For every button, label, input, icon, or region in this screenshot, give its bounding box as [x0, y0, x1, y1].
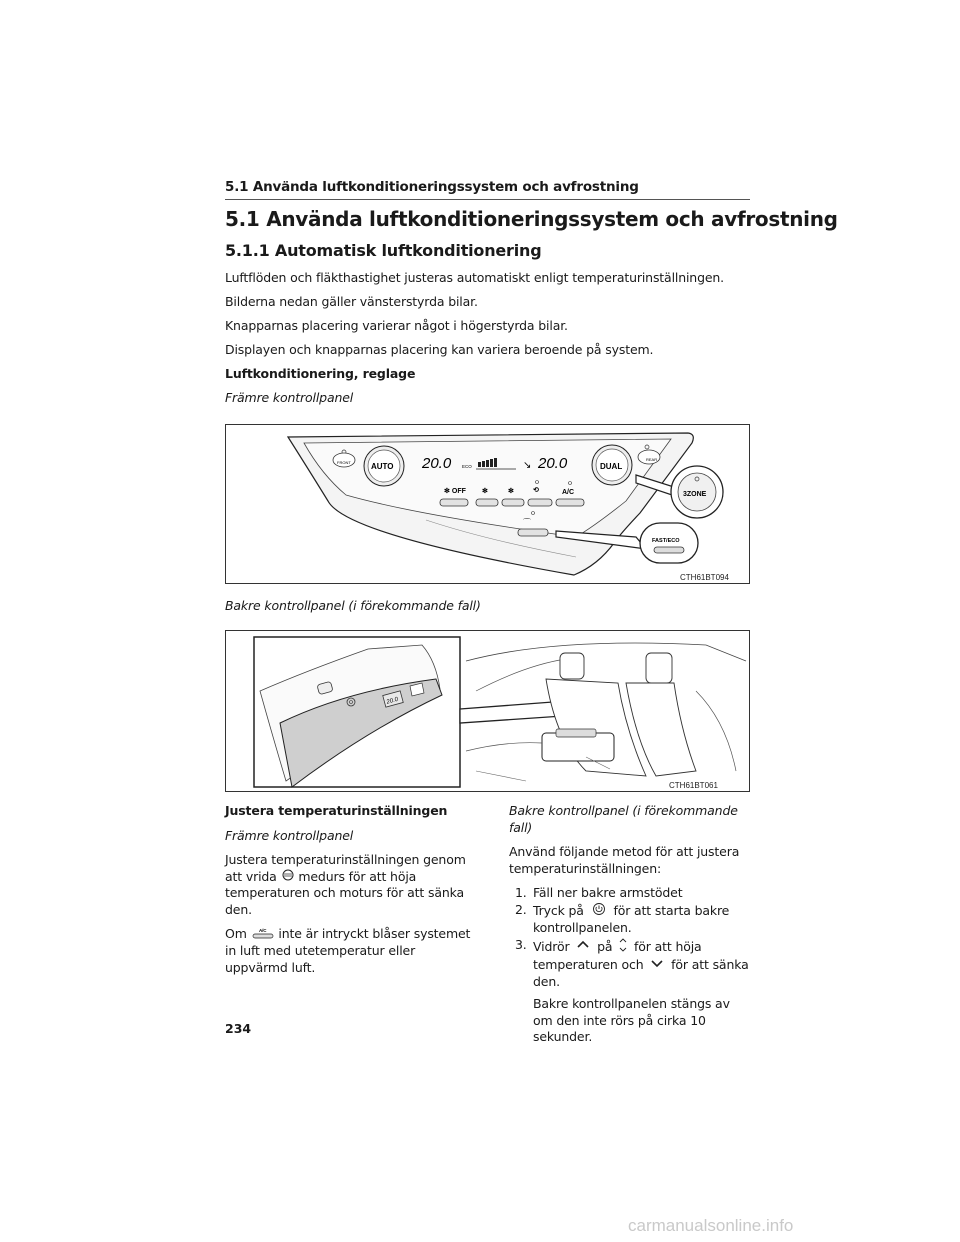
header-divider: [225, 199, 750, 200]
dual-label: DUAL: [600, 462, 623, 471]
subsection-title: 5.1.1 Automatisk luftkonditionering: [225, 241, 542, 260]
right-temp-display: 20.0: [538, 455, 568, 472]
right-column: [509, 803, 749, 1046]
list-item: 1. Fäll ner bakre armstödet: [515, 885, 683, 900]
chevron-down-icon: [647, 957, 667, 974]
intro-paragraph-2: Bilderna nedan gäller vänsterstyrda bilar.: [225, 294, 478, 309]
three-zone-button: 3ZONE: [683, 491, 707, 498]
rear-panel-illustration: [226, 631, 750, 792]
list-item: 2. Tryck på för att starta bakre kontrollpanelen.: [515, 901, 730, 935]
front-panel-illustration: [226, 425, 750, 584]
ac-label: A/C: [562, 489, 575, 496]
rear-label: REAR: [646, 457, 658, 462]
running-header: 5.1 Använda luftkonditioneringssystem och avfrostning: [225, 179, 639, 195]
fan-off-label: ✻ OFF: [444, 488, 466, 495]
fast-eco-button: FAST/ECO: [652, 538, 680, 544]
rear-figure-code: CTH61BT061: [669, 781, 718, 790]
fast-eco-icon: ⌒: [523, 518, 531, 527]
rear-intro-paragraph: Använd följande metod för att justera temperaturinställningen:: [509, 844, 740, 876]
rear-panel-figure: [225, 630, 750, 792]
temperature-knob-icon: [281, 869, 295, 886]
front-panel-subheading: Främre kontrollpanel: [225, 827, 354, 843]
page-number: 234: [225, 1021, 252, 1036]
power-icon: [588, 902, 610, 921]
front-panel-caption: Främre kontrollpanel: [225, 390, 354, 405]
up-down-arrows-icon: [616, 937, 630, 958]
intro-paragraph-1: Luftflöden och fläkthastighet justeras automatiskt enligt temperaturinställningen.: [225, 270, 724, 285]
section-title: 5.1 Använda luftkonditioneringssystem och avfrostning: [225, 207, 838, 231]
rear-panel-subheading: Bakre kontrollpanel (i förekommande fall): [509, 803, 738, 835]
list-item: 3. Vidrör på för att höja temperaturen och för att sänka den.: [515, 936, 749, 989]
adjust-temp-heading: Justera temperaturinställningen: [225, 803, 448, 818]
front-panel-figure: [225, 424, 750, 584]
watermark: carmanualsonline.info: [628, 1216, 794, 1235]
left-column: [225, 803, 475, 984]
front-label: FRONT: [337, 460, 351, 465]
ac-note-paragraph: Om A/C inte är intryckt blåser systemet in luft med utetemperatur eller uppvärmd luft.: [225, 926, 471, 975]
fan-low-icon: ✻: [482, 488, 488, 495]
front-figure-code: CTH61BT094: [680, 573, 729, 582]
intro-paragraph-3: Knapparnas placering varierar något i högerstyrda bilar.: [225, 318, 568, 333]
airflow-icon: ↘: [523, 460, 532, 471]
rear-steps-list: [509, 885, 749, 1046]
intro-paragraph-4: Displayen och knapparnas placering kan variera beroende på system.: [225, 342, 654, 357]
left-temp-display: 20.0: [422, 455, 452, 472]
recirculation-icon: ⟲: [533, 487, 539, 494]
adjust-temp-paragraph: Justera temperaturinställningen genom att vrida medurs för att höja temperaturen och moturs för att sänka den.: [225, 852, 466, 917]
controls-heading: Luftkonditionering, reglage: [225, 366, 416, 381]
fan-high-icon: ✻: [508, 488, 514, 495]
rear-panel-note: Bakre kontrollpanelen stängs av om den inte rörs på cirka 10 sekunder.: [533, 996, 730, 1045]
svg-text:A/C: A/C: [258, 927, 266, 933]
chevron-up-icon: [573, 939, 593, 956]
rear-temp-display: 20.0: [385, 696, 399, 706]
ac-button-icon: [251, 927, 275, 944]
rear-panel-caption: Bakre kontrollpanel (i förekommande fall): [225, 598, 481, 613]
eco-label: ECO: [462, 464, 472, 469]
auto-label: AUTO: [371, 462, 394, 471]
